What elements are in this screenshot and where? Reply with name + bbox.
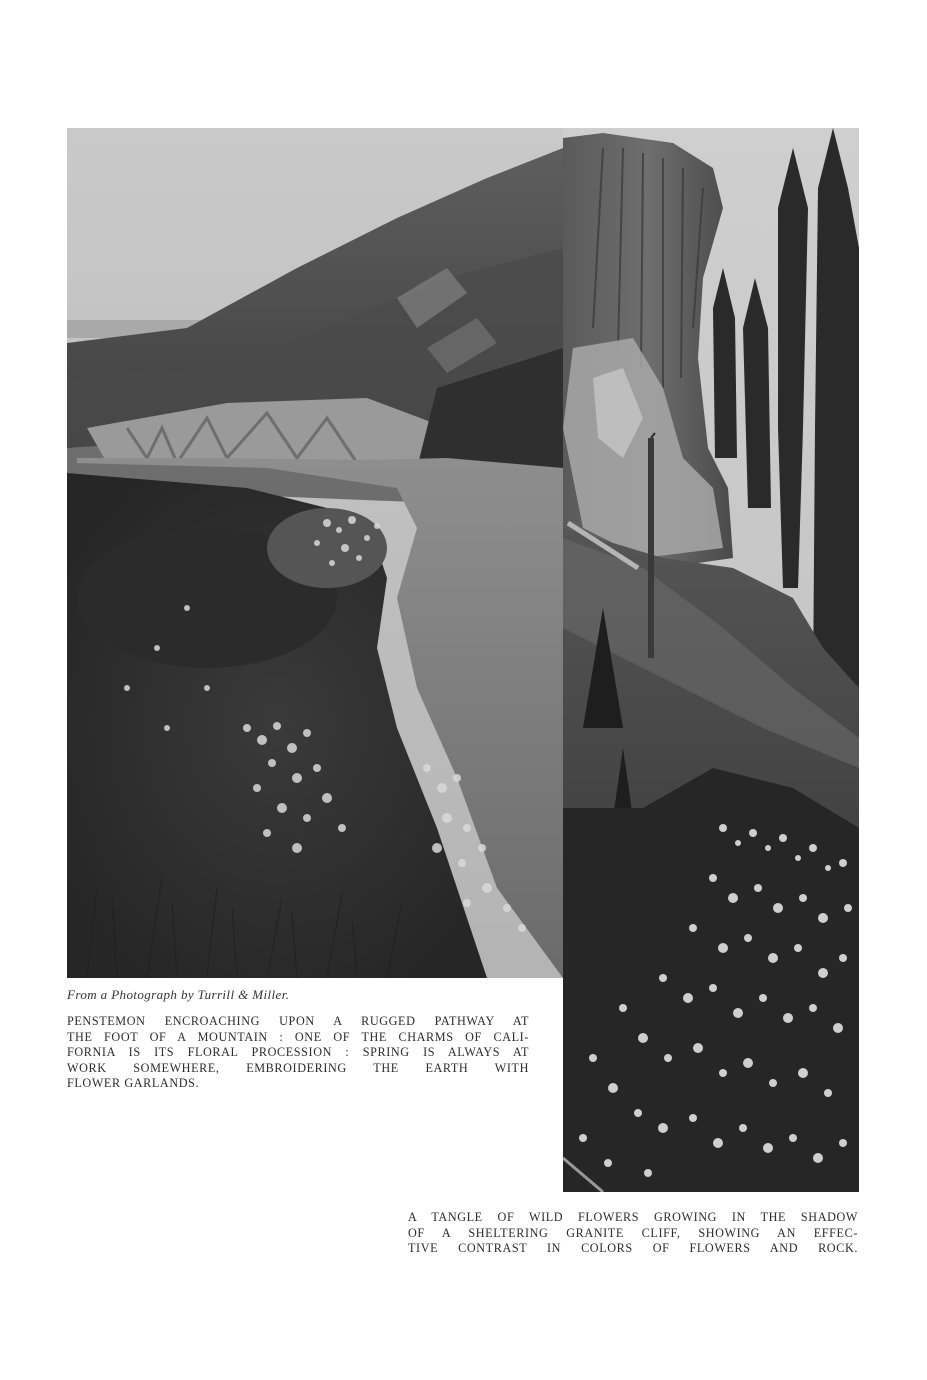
penstemon-pathway-photo (67, 128, 563, 978)
caption-line: TIVE CONTRAST IN COLORS OF FLOWERS AND ROCK. (408, 1241, 858, 1256)
caption-line: WORK SOMEWHERE, EMBROIDERING THE EARTH WITH (67, 1060, 529, 1075)
wildflowers-caption (408, 1210, 858, 1257)
caption-line: THE FOOT OF A MOUNTAIN : ONE OF THE CHARMS OF CALI- (67, 1029, 529, 1044)
caption-line: FORNIA IS ITS FLORAL PROCESSION : SPRING IS ALWAYS AT (67, 1045, 529, 1060)
caption-line: FLOWER GARLANDS. (67, 1076, 200, 1091)
caption-line: PENSTEMON ENCROACHING UPON A RUGGED PATHWAY AT (67, 1014, 529, 1028)
granite-cliff-illustration (563, 128, 859, 1192)
caption-line: A TANGLE OF WILD FLOWERS GROWING IN THE SHADOW (408, 1210, 858, 1224)
penstemon-caption (67, 1014, 529, 1092)
penstemon-pathway-illustration (67, 128, 563, 978)
photo-credit: From a Photograph by Turrill & Miller. (67, 987, 290, 1002)
granite-cliff-wildflowers-photo (563, 128, 859, 1192)
caption-line: OF A SHELTERING GRANITE CLIFF, SHOWING AN EFFEC- (408, 1225, 858, 1240)
